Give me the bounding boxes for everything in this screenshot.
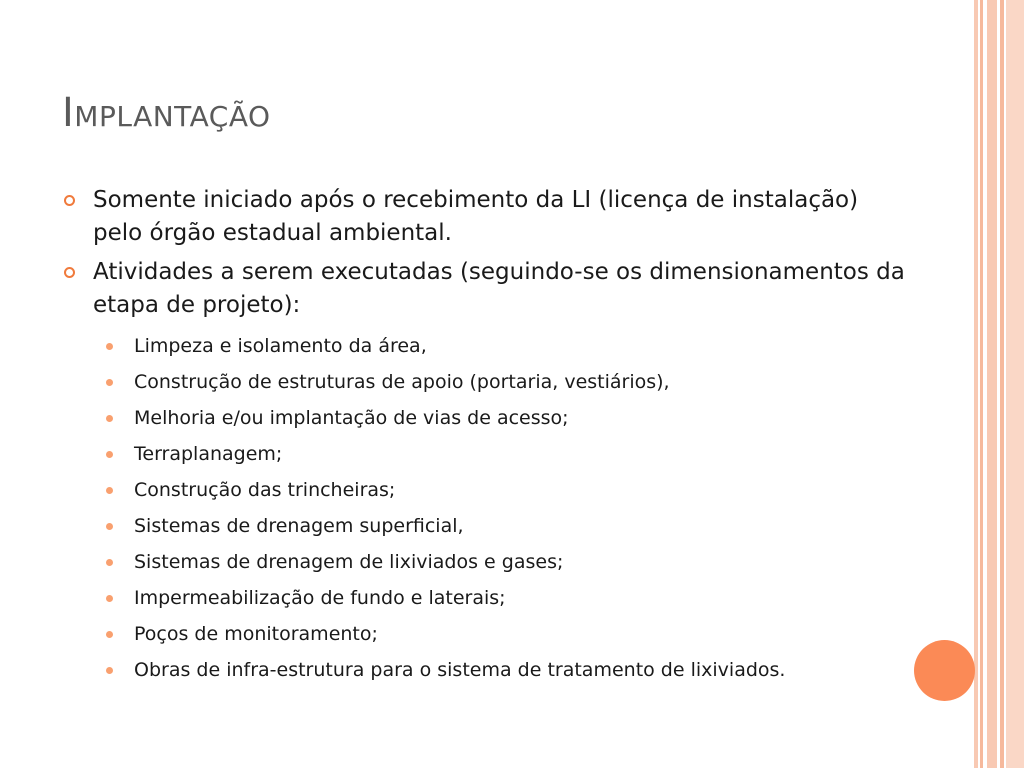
stripe bbox=[987, 0, 997, 768]
list-item bbox=[62, 436, 912, 472]
filled-dot-bullet-icon bbox=[106, 559, 113, 566]
filled-dot-bullet-icon bbox=[106, 667, 113, 674]
list-item bbox=[62, 616, 912, 652]
list-item-text: Sistemas de drenagem superficial, bbox=[134, 515, 464, 537]
hollow-circle-bullet-icon bbox=[64, 267, 75, 278]
list-item bbox=[62, 652, 912, 688]
list-item-text: Limpeza e isolamento da área, bbox=[134, 335, 427, 357]
filled-dot-bullet-icon bbox=[106, 631, 113, 638]
list-item-text: Construção das trincheiras; bbox=[134, 479, 396, 501]
filled-dot-bullet-icon bbox=[106, 415, 113, 422]
list-item-text: Poços de monitoramento; bbox=[134, 623, 378, 645]
filled-dot-bullet-icon bbox=[106, 523, 113, 530]
filled-dot-bullet-icon bbox=[106, 451, 113, 458]
list-item-text: Impermeabilização de fundo e laterais; bbox=[134, 587, 506, 609]
list-item bbox=[62, 400, 912, 436]
decorative-side-stripes bbox=[974, 0, 1024, 768]
bullet-point-text: Somente iniciado após o recebimento da LI (licença de instalação) pelo órgão estadual ambiental. bbox=[93, 187, 859, 246]
list-item bbox=[62, 328, 912, 364]
slide-content bbox=[62, 184, 912, 688]
slide-title: Implantação bbox=[62, 90, 271, 136]
hollow-circle-bullet-icon bbox=[64, 195, 75, 206]
filled-dot-bullet-icon bbox=[106, 595, 113, 602]
filled-dot-bullet-icon bbox=[106, 379, 113, 386]
list-item-text: Terraplanagem; bbox=[134, 443, 283, 465]
activities-sublist bbox=[62, 328, 912, 688]
list-item-text: Melhoria e/ou implantação de vias de acesso; bbox=[134, 407, 569, 429]
list-item bbox=[62, 508, 912, 544]
list-item bbox=[62, 544, 912, 580]
bullet-point-text: Atividades a serem executadas (seguindo-se os dimensionamentos da etapa de projeto): bbox=[93, 259, 905, 318]
list-item-text: Construção de estruturas de apoio (portaria, vestiários), bbox=[134, 371, 670, 393]
filled-dot-bullet-icon bbox=[106, 487, 113, 494]
bullet-point-2 bbox=[62, 256, 912, 322]
filled-dot-bullet-icon bbox=[106, 343, 113, 350]
list-item-text: Obras de infra-estrutura para o sistema de tratamento de lixiviados. bbox=[134, 659, 786, 681]
list-item-text: Sistemas de drenagem de lixiviados e gases; bbox=[134, 551, 564, 573]
list-item bbox=[62, 472, 912, 508]
list-item bbox=[62, 580, 912, 616]
accent-circle-icon bbox=[914, 640, 975, 701]
list-item bbox=[62, 364, 912, 400]
bullet-point-1 bbox=[62, 184, 912, 250]
stripe bbox=[1006, 0, 1024, 768]
